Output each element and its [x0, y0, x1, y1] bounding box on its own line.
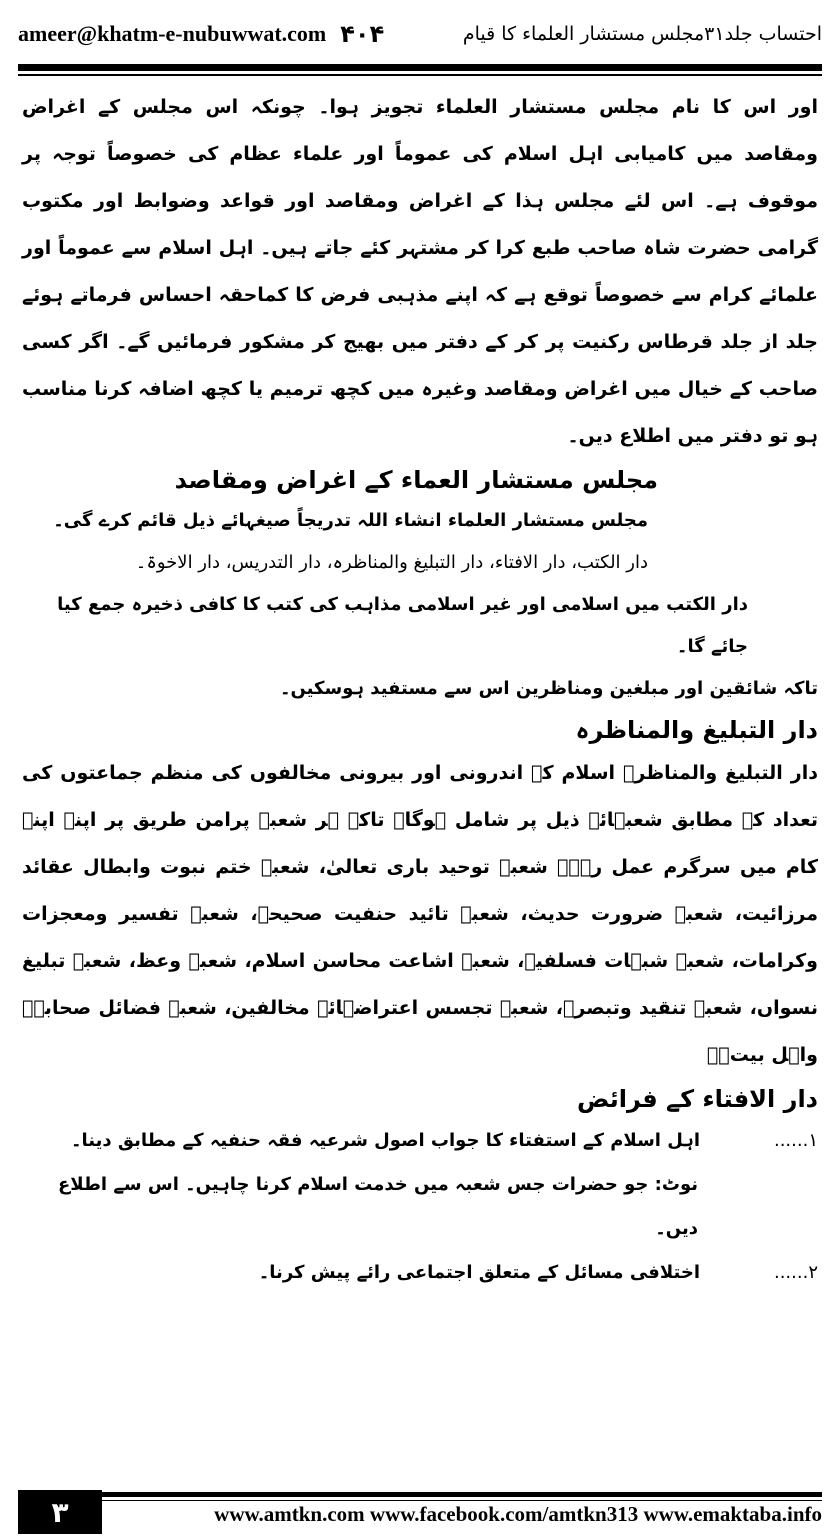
header-rule-thick [18, 64, 822, 71]
aims-line-2: دار الکتب، دار الافتاء، دار التبلیغ والمناظرہ، دار التدریس، دار الاخوۃ۔ [135, 552, 648, 573]
footer-number-box: ۳ [18, 1490, 102, 1534]
tabligh-paragraph: دار التبلیغ والمناظرہ اسلام کے اندرونی اور بیرونی مخالفوں کی منظم جماعتوں کی تعداد کے مطابق شعبہائے ذیل پر شامل ہوگا۔ تاکہ ہر شعبہ پرامن طریق پر اپنے اپنے کام میں سرگرم عمل رہے۔ شعبہ توحید باری تعالیٰ، شعبہ ختم نبوت وابطال عقائد مرزائیت، شعبہ ضرورت حدیث، شعبہ تائید حنفیت صحیحہ، شعبہ تفسیر ومعجزات وکرامات، شعبہ شبہات فسلفیہ، شعبہ اشاعت محاسن اسلام، شعبہ وعظ، شعبہ تبلیغ نسواں، شعبہ تنقید وتبصرہ، شعبہ تجسس اعتراضہائے مخالفین، شعبہ فضائل صحابہؓ واہل بیتؓ۔ [22, 762, 818, 1066]
intro-paragraph: اور اس کا نام مجلس مستشار العلماء تجویز ہوا۔ چونکہ اس مجلس کے اغراض ومقاصد میں کامیابی اہل اسلام کی عموماً اور علماء عظام کی خصوصاً توجہ پر موقوف ہے۔ اس لئے مجلس ہذا کے اغراض ومقاصد اور قواعد وضوابط اور مکتوب گرامی حضرت شاہ صاحب طبع کرا کر مشتہر کئے جاتے ہیں۔ اہل اسلام سے عموماً اور علمائے کرام سے خصوصاً توقع ہے کہ اپنے مذہبی فرض کا کماحقہ احساس فرماتے ہوئے جلد از جلد قرطاس رکنیت پر کر کے دفتر میں بھیج کر مشکور فرمائیں گے۔ اگر کسی صاحب کے خیال میں اغراض ومقاصد وغیرہ میں کچھ ترمیم یا کچھ اضافہ کرنا مناسب ہو تو دفتر میں اطلاع دیں۔ [22, 96, 818, 447]
list-item [22, 1251, 818, 1295]
heading-ifta: دار الافتاء کے فرائض [577, 1085, 818, 1113]
heading-tabligh: دار التبلیغ والمناظرہ [575, 716, 818, 744]
page-footer [18, 1490, 822, 1534]
footer-links: www.amtkn.com www.facebook.com/amtkn313 www.emaktaba.info [214, 1502, 822, 1526]
page-header [18, 6, 822, 62]
page-body [22, 84, 818, 1295]
header-left-group [18, 20, 384, 48]
kutub-line-1: دار الکتب میں اسلامی اور غیر اسلامی مذاہب کی کتب کا کافی ذخیرہ جمع کیا جائے گا۔ [57, 594, 748, 657]
page-number: ۴۰۴ [340, 20, 385, 48]
list-item [22, 1119, 818, 1163]
header-rule-thin [18, 74, 822, 76]
aims-line-1: مجلس مستشار العلماء انشاء اللہ تدریجاً صیغہائے ذیل قائم کرے گی۔ [53, 510, 648, 531]
running-title: احتساب جلد۳۱مجلس مستشار العلماء کا قیام [462, 23, 822, 45]
list-item-number: ۱...... [773, 1130, 818, 1151]
heading-aims: مجلس مستشار العماء کے اغراض ومقاصد [174, 466, 658, 494]
footer-rule-thick [102, 1492, 822, 1497]
note-line: نوٹ: جو حضرات جس شعبہ میں خدمت اسلام کرنا چاہیں۔ اس سے اطلاع دیں۔ [57, 1174, 698, 1239]
kutub-line-2: تاکہ شائقین اور مبلغین ومناظرین اس سے مستفید ہوسکیں۔ [279, 678, 818, 699]
list-item-text: اہل اسلام کے استفتاء کا جواب اصول شرعیہ فقہ حنفیہ کے مطابق دینا۔ [70, 1130, 700, 1151]
header-email: ameer@khatm-e-nubuwwat.com [18, 21, 327, 46]
list-item-number: ۲...... [773, 1262, 818, 1283]
list-item-text: اختلافی مسائل کے متعلق اجتماعی رائے پیش کرنا۔ [258, 1262, 700, 1283]
footer-rule-thin [102, 1500, 822, 1501]
